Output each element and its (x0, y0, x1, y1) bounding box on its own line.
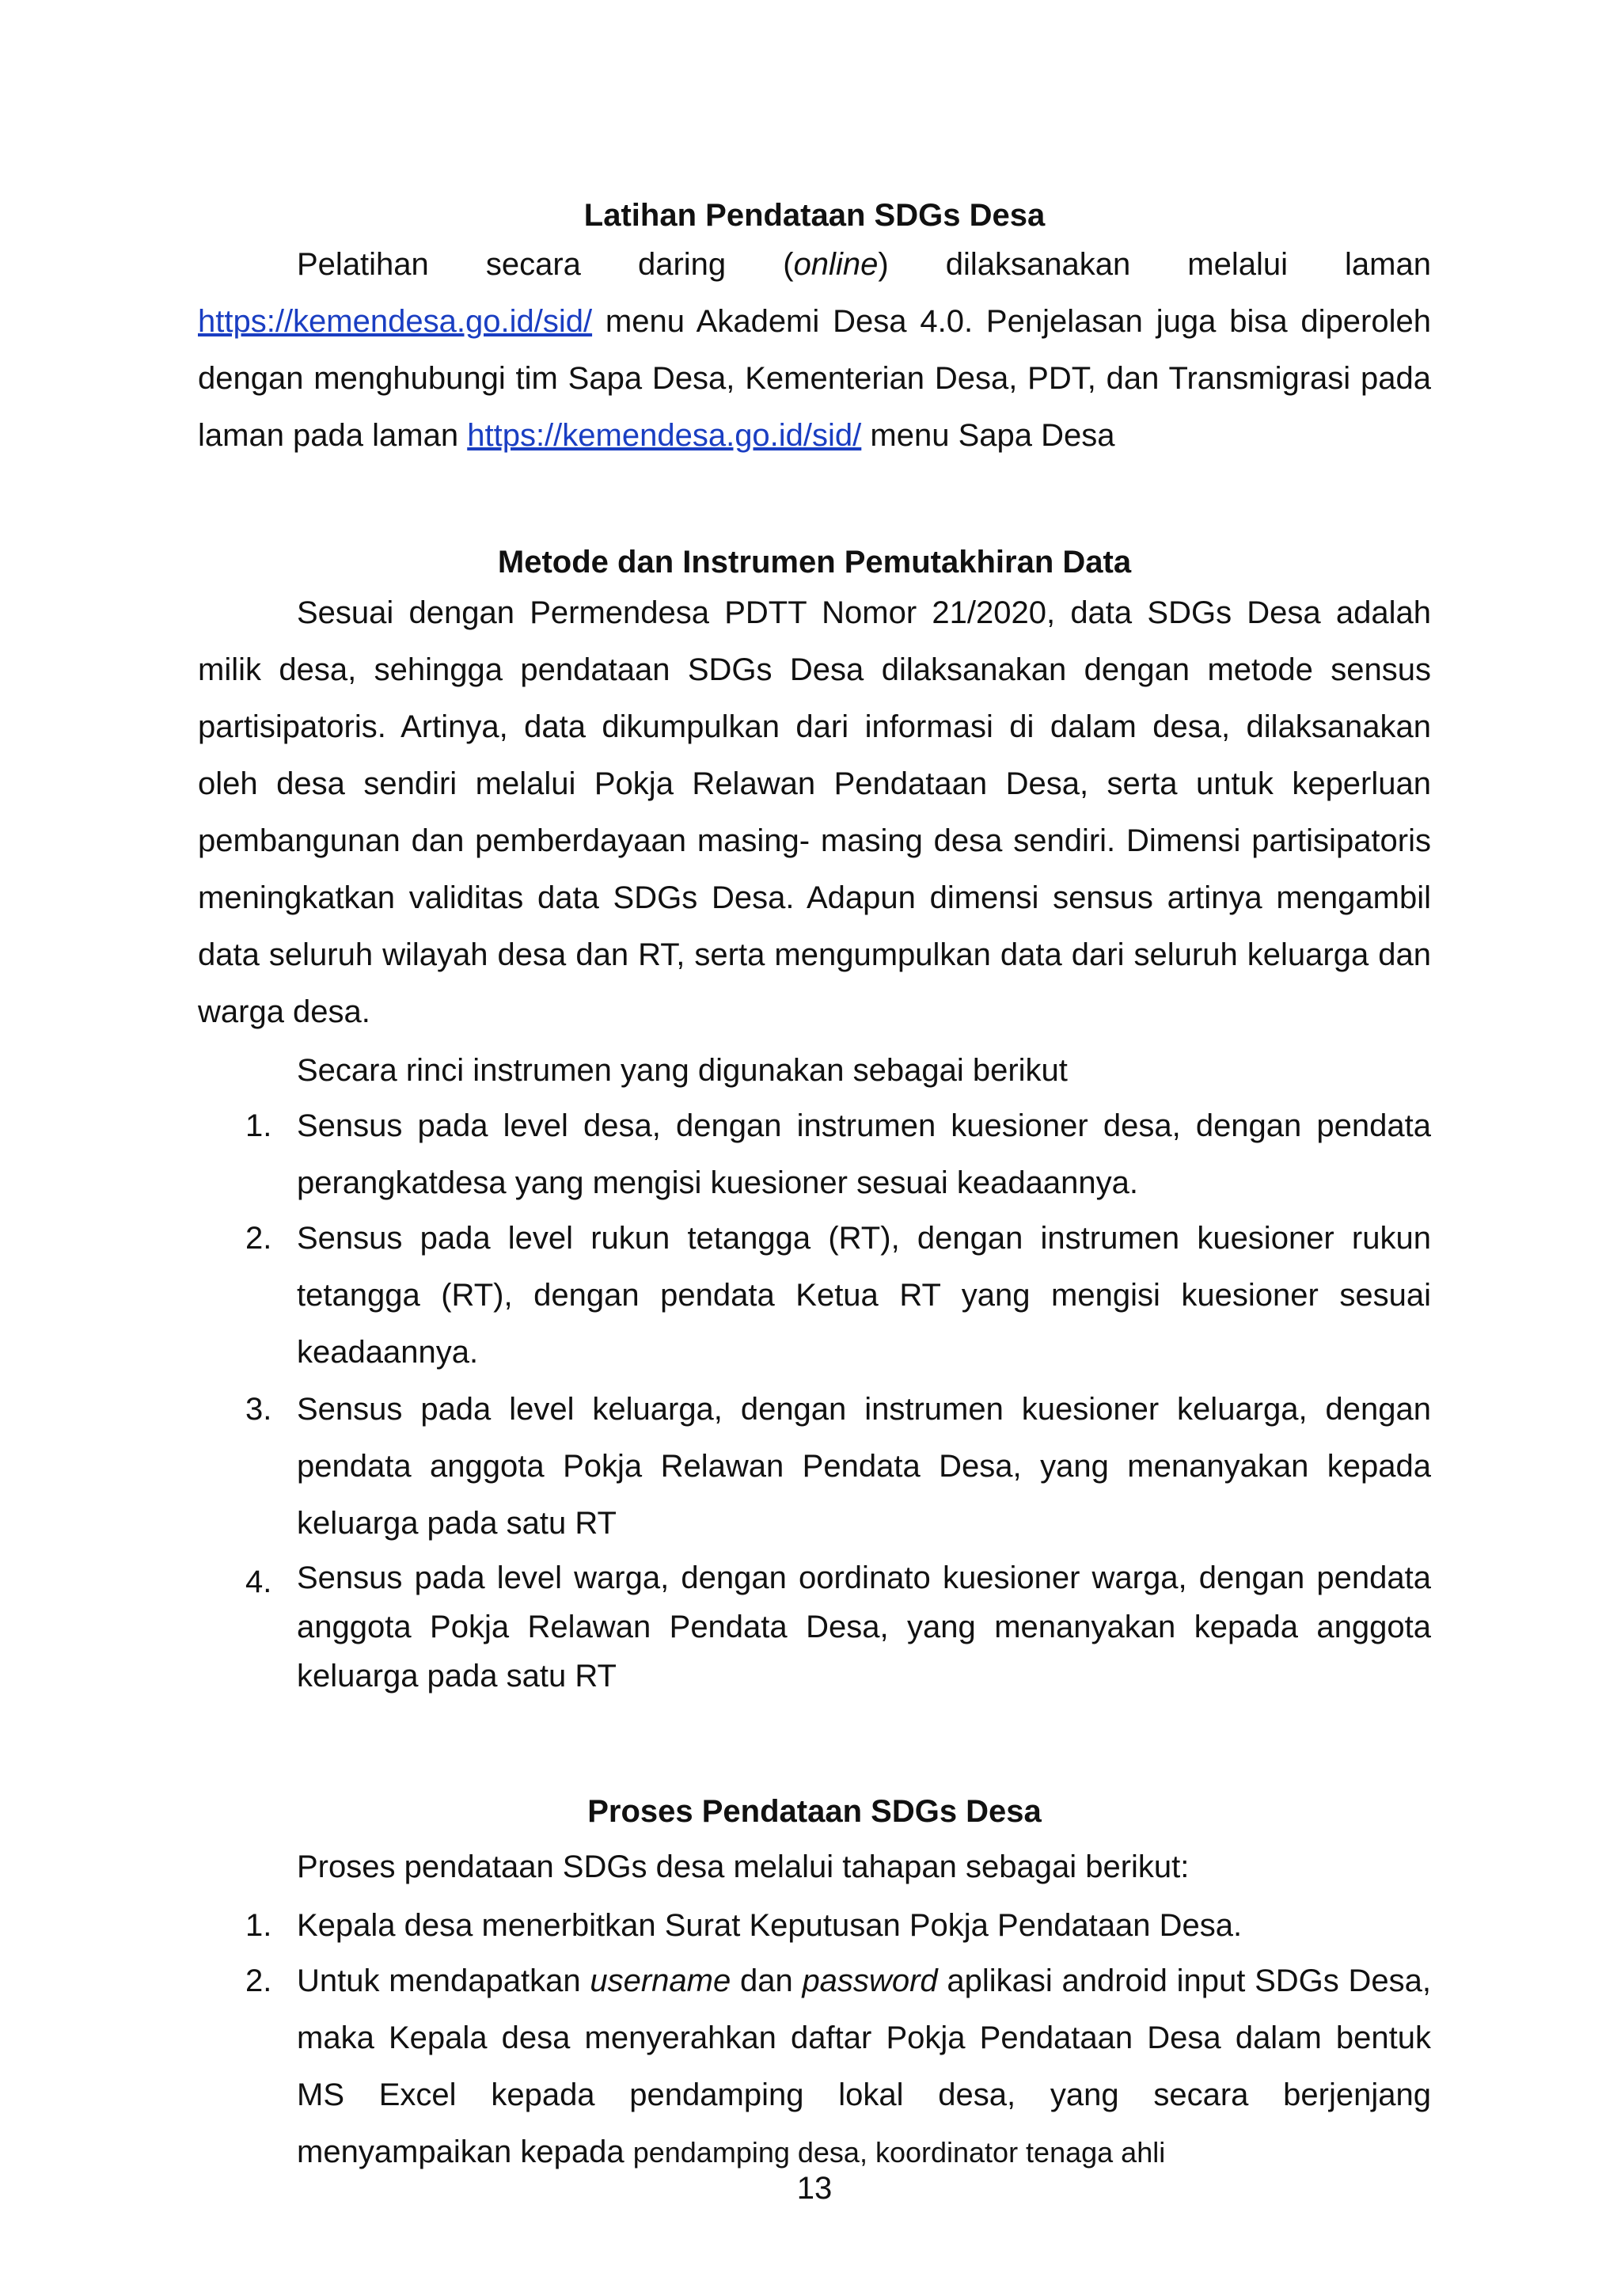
paragraph-latihan: Pelatihan secara daring (online) dilaksanakan melalui laman https://kemendesa.go.id/sid/ menu Akademi Desa 4.0. Penjelasan juga bisa diperoleh dengan menghubungi tim Sapa Desa, Kementerian Desa, PDT, dan Transmigrasi pada laman pada laman https://kemendesa.go.id/sid/ menu Sapa Desa (198, 247, 1431, 453)
italic-username: username (590, 1963, 731, 1998)
italic-password: password (802, 1963, 938, 1998)
section-heading-metode: Metode dan Instrumen Pemutakhiran Data (497, 545, 1132, 580)
paragraph-metode: Sesuai dengan Permendesa PDTT Nomor 21/2020, data SDGs Desa adalah milik desa, sehingga pendataan SDGs Desa dilaksanakan dengan metode sensus partisipatoris. Artinya, data dikumpulkan dari informasi di dalam desa, dilaksanakan oleh desa sendiri melalui Pokja Relawan Pendataan Desa, serta untuk keperluan pembangunan dan pemberdayaan masing- masing desa sendiri. Dimensi partisipatoris meningkatkan validitas data SDGs Desa. Adapun dimensi sensus artinya mengambil data seluruh wilayah desa dan RT, serta mengumpulkan data dari seluruh keluarga dan warga desa. (198, 595, 1431, 1029)
paragraph-instrumen-intro: Secara rinci instrumen yang digunakan sebagai berikut (297, 1053, 1068, 1088)
section-heading-latihan: Latihan Pendataan SDGs Desa (583, 198, 1046, 233)
kemendesa-link-1[interactable]: https://kemendesa.go.id/sid/ (198, 304, 593, 339)
italic-online: online (793, 247, 879, 282)
document-page: Latihan Pendataan SDGs Desa Pelatihan secara daring (online) dilaksanakan melalui laman https://kemendesa.go.id/sid/ menu Akademi Desa 4.0. Penjelasan juga bisa diperoleh dengan menghubungi tim Sapa Desa, Kementerian Desa, PDT, dan Transmigrasi pada laman pada laman https://kemendesa.go.id/sid/ menu Sapa Desa Metode dan Instrumen Pemutakhiran Data Sesuai dengan Permendesa PDTT Nomor 21/2020, data SDGs Desa adalah milik desa, sehingga pendataan SDGs Desa dilaksanakan dengan metode sensus partisipatoris. Artinya, data dikumpulkan dari informasi di dalam desa, dilaksanakan oleh desa sendiri melalui Pokja Relawan Pendataan Desa, serta untuk keperluan pembangunan dan pemberdayaan masing- masing desa sendiri. Dimensi partisipatoris meningkatkan validitas data SDGs Desa. Adapun dimensi sensus artinya mengambil data seluruh wilayah desa dan RT, serta mengumpulkan data dari seluruh keluarga dan warga desa. Secara rinci instrumen yang digunakan sebagai berikut 1. Sensus pada level desa, dengan instrumen kuesioner desa, dengan pendata perangkatdesa yang mengisi kuesioner sesuai keadaannya. 2. Sensus pada level rukun tetangga (RT), dengan instrumen kuesioner rukun tetangga (RT), dengan pendata Ketua RT yang mengisi kuesioner sesuai keadaannya. 3. Sensus pada level keluarga, dengan instrumen kuesioner keluarga, dengan pendata anggota Pokja Relawan Pendata Desa, yang menanyakan kepada keluarga pada satu RT 4. Sensus pada level warga, dengan oordinato kuesioner warga, dengan pendata anggota Pokja Relawan Pendata Desa, yang menanyakan kepada anggota keluarga pada satu RT Proses Pendataan SDGs Desa Proses pendataan SDGs desa melalui tahapan sebagai berikut: 1. Kepala desa menerbitkan Surat Keputusan Pokja Pendataan Desa. 2. Untuk mendapatkan username dan password aplikasi android input SDGs Desa, maka Kepala desa menyerahkan daftar Pokja Pendataan Desa dalam bentuk MS Excel kepada pendamping lokal desa, yang secara berjenjang menyampaikan kepada pendamping desa, koordinator tenaga ahli 13 (198, 198, 1432, 2206)
paragraph-proses-intro: Proses pendataan SDGs desa melalui tahapan sebagai berikut: (297, 1849, 1190, 1884)
section-heading-proses: Proses Pendataan SDGs Desa (587, 1794, 1042, 1829)
page-number: 13 (796, 2171, 833, 2206)
kemendesa-link-2[interactable]: https://kemendesa.go.id/sid/ (467, 418, 862, 453)
